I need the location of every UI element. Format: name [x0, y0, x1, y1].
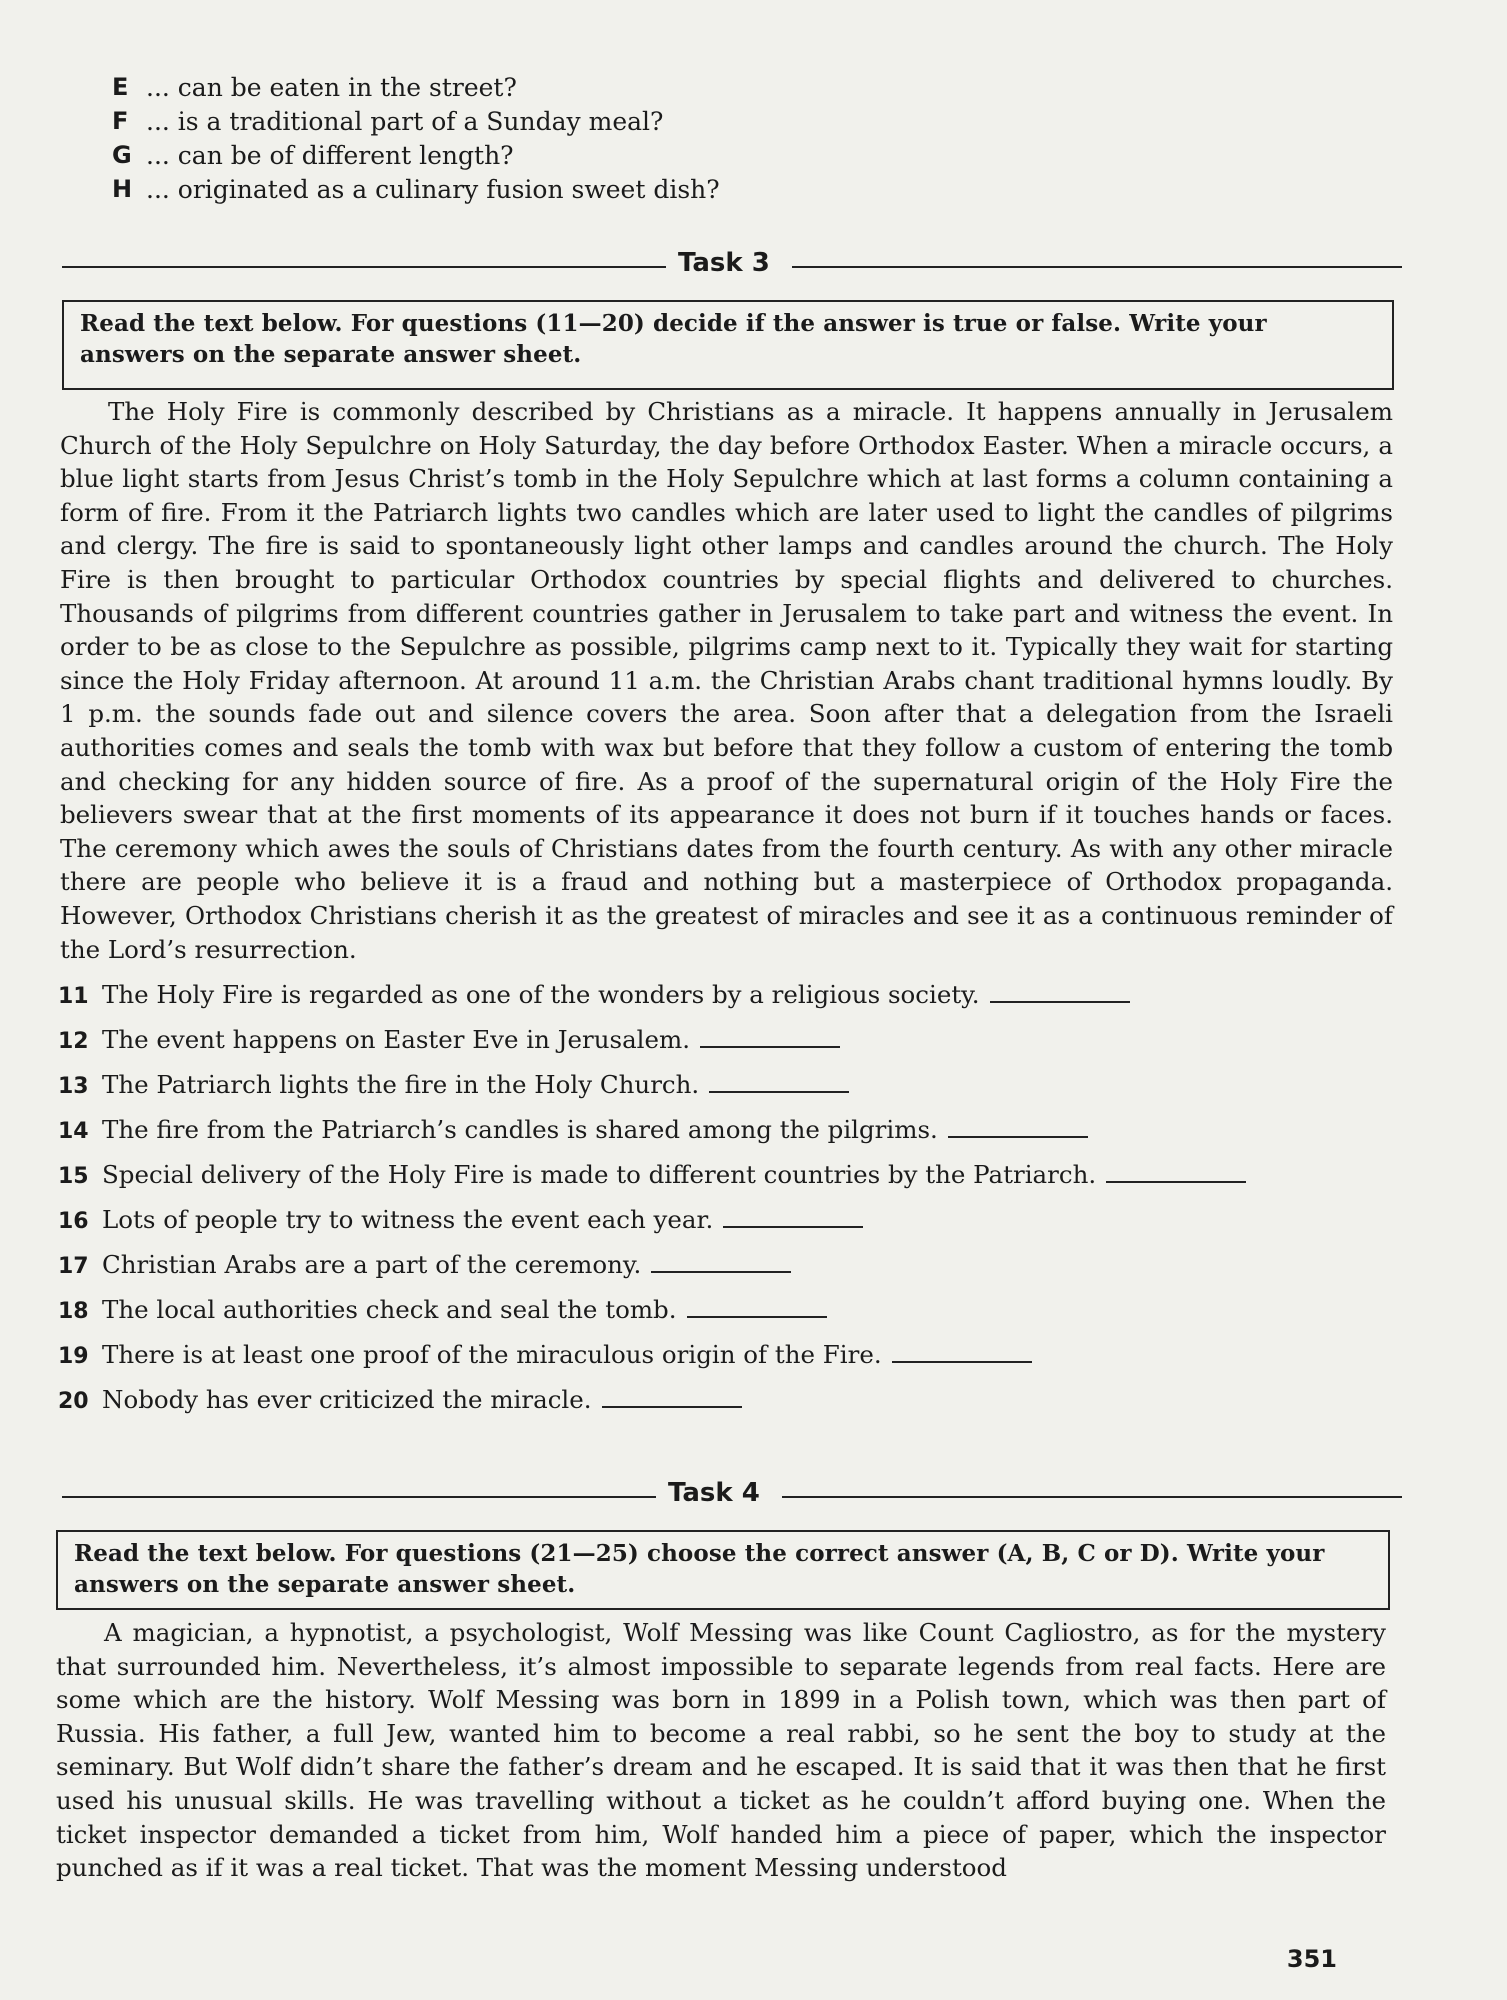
question-text: Lots of people try to witness the event each year. [102, 1205, 714, 1234]
option-h [112, 172, 1412, 206]
question-item [58, 1250, 1398, 1295]
question-number: 20 [58, 1389, 89, 1414]
question-text: The local authorities check and seal the tomb. [102, 1295, 677, 1324]
watermark [0, 12, 1507, 28]
question-text: Nobody has ever criticized the miracle. [102, 1385, 592, 1414]
question-number: 15 [58, 1164, 89, 1189]
question-text: The fire from the Patriarch’s candles is shared among the pilgrims. [102, 1115, 938, 1144]
answer-blank[interactable] [700, 1026, 840, 1048]
divider [792, 266, 1402, 268]
question-number: 18 [58, 1299, 89, 1324]
task4-passage: A magician, a hypnotist, a psychologist, Wolf Messing was like Count Cagliostro, as for the mystery that surrounded him. Nevertheless, it’s almost impossible to separate legends from real facts. Here are some which are the history. Wolf Messing was born in 1899 in a Polish town, which was then part of Russia. His father, a full Jew, wanted him to become a real rabbi, so he sent the boy to study at the seminary. But Wolf didn’t share the father’s dream and he escaped. It is said that it was then that he first used his unusual skills. He was travelling without a ticket as he couldn’t afford buying one. When the ticket inspector demanded a ticket from him, Wolf handed him a piece of paper, which the inspector punched as if it was a real ticket. That was the moment Messing understood [56, 1618, 1386, 1883]
answer-blank[interactable] [651, 1251, 791, 1273]
question-text: The Holy Fire is regarded as one of the wonders by a religious society. [102, 980, 980, 1009]
answer-blank[interactable] [948, 1116, 1088, 1138]
task4-heading [62, 1476, 1402, 1516]
question-number: 12 [58, 1029, 89, 1054]
divider [782, 1496, 1402, 1498]
question-number: 11 [58, 984, 89, 1009]
option-text: ... is a traditional part of a Sunday meal? [146, 106, 664, 136]
answer-blank[interactable] [723, 1206, 863, 1228]
task3-instruction: Read the text below. For questions (11—20) decide if the answer is true or false. Write your answers on the separate answer sheet. [62, 300, 1394, 390]
answer-blank[interactable] [687, 1296, 827, 1318]
question-number: 14 [58, 1119, 89, 1144]
answer-blank[interactable] [990, 981, 1130, 1003]
question-text: There is at least one proof of the miraculous origin of the Fire. [102, 1340, 882, 1369]
option-text: ... can be of different length? [146, 140, 514, 170]
task3-heading [62, 246, 1402, 286]
question-text: The event happens on Easter Eve in Jerusalem. [102, 1025, 691, 1054]
question-text: Special delivery of the Holy Fire is made to different countries by the Patriarch. [102, 1160, 1097, 1189]
task4-instruction: Read the text below. For questions (21—25) choose the correct answer (A, B, C or D). Write your answers on the separate answer sheet. [56, 1530, 1390, 1610]
question-item [58, 980, 1398, 1025]
answer-blank[interactable] [1106, 1161, 1246, 1183]
task3-questions [58, 980, 1398, 1430]
option-text: ... originated as a culinary fusion sweet dish? [146, 174, 720, 204]
question-item [58, 1160, 1398, 1205]
answer-blank[interactable] [892, 1341, 1032, 1363]
question-number: 13 [58, 1074, 89, 1099]
question-number: 17 [58, 1254, 89, 1279]
task3-title: Task 3 [666, 248, 782, 278]
option-letter: E [112, 73, 129, 101]
question-text: Christian Arabs are a part of the ceremony. [102, 1250, 642, 1279]
page-number: 351 [1286, 1945, 1337, 1973]
divider [62, 266, 672, 268]
task3-passage: The Holy Fire is commonly described by Christians as a miracle. It happens annually in Jerusalem Church of the Holy Sepulchre on Holy Saturday, the day before Orthodox Easter. When a miracle occurs, a blue light starts from Jesus Christ’s tomb in the Holy Sepulchre which at last forms a column containing a form of fire. From it the Patriarch lights two candles which are later used to light the candles of pilgrims and clergy. The fire is said to spontaneously light other lamps and candles around the church. The Holy Fire is then brought to particular Orthodox countries by special flights and delivered to churches. Thousands of pilgrims from different countries gather in Jerusalem to take part and witness the event. In order to be as close to the Sepulchre as possible, pilgrims camp next to it. Typically they wait for starting since the Holy Friday afternoon. At around 11 a.m. the Christian Arabs chant traditional hymns loudly. By 1 p.m. the sounds fade out and silence covers the area. Soon after that a delegation from the Israeli authorities comes and seals the tomb with wax but before that they follow a custom of entering the tomb and checking for any hidden source of fire. As a proof of the supernatural origin of the Holy Fire the believers swear that at the first moments of its appearance it does not burn if it touches hands or faces. The ceremony which awes the souls of Christians dates from the fourth century. As with any other miracle there are people who believe it is a fraud and nothing but a masterpiece of Orthodox propaganda. However, Orthodox Christians cherish it as the greatest of miracles and see it as a continuous reminder of the Lord’s resurrection. [60, 397, 1393, 964]
option-letter: H [112, 175, 133, 203]
answer-blank[interactable] [602, 1386, 742, 1408]
option-letter: G [112, 141, 132, 169]
option-f [112, 104, 1412, 138]
task4-title: Task 4 [656, 1478, 772, 1508]
option-e [112, 70, 1412, 104]
option-letter: F [112, 107, 129, 135]
option-g [112, 138, 1412, 172]
answer-blank[interactable] [709, 1071, 849, 1093]
question-item [58, 1295, 1398, 1340]
question-item [58, 1115, 1398, 1160]
question-number: 16 [58, 1209, 89, 1234]
question-item [58, 1340, 1398, 1385]
question-item [58, 1385, 1398, 1430]
divider [62, 1496, 662, 1498]
question-text: The Patriarch lights the fire in the Holy Church. [102, 1070, 700, 1099]
option-text: ... can be eaten in the street? [146, 72, 517, 102]
question-number: 19 [58, 1344, 89, 1369]
question-item [58, 1025, 1398, 1070]
answer-options [112, 70, 1412, 206]
question-item [58, 1205, 1398, 1250]
question-item [58, 1070, 1398, 1115]
